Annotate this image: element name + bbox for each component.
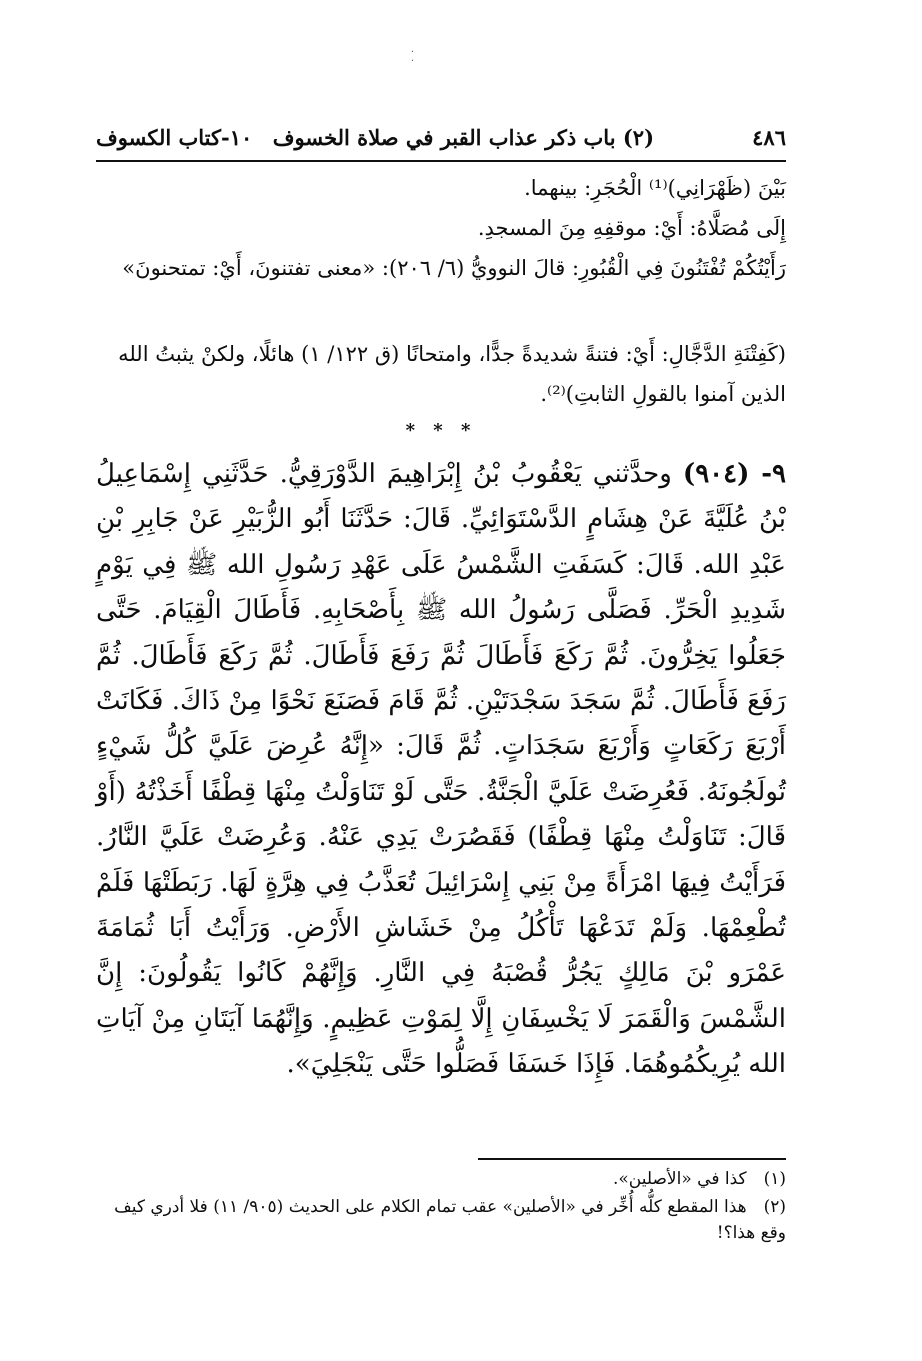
footnote-rule bbox=[478, 1158, 786, 1160]
page-number: ٤٨٦ bbox=[752, 125, 786, 150]
section-separator: * * * bbox=[405, 420, 477, 441]
footnote-text: كذا في «الأصلين». bbox=[612, 1169, 747, 1189]
footnote-number: (٢) bbox=[763, 1197, 786, 1217]
hadith-body: وحدَّثني يَعْقُوبُ بْنُ إِبْرَاهِيمَ الدَّوْرَقِيُّ. حَدَّثَنِي إِسْمَاعِيلُ بْنُ عُلَيَّةَ عَنْ هِشَامٍ الدَّسْتَوَائِيِّ. قَالَ: حَدَّثَنَا أَبُو الزُّبَيْرِ عَنْ جَابِرِ بْنِ عَبْدِ الله. قَالَ: كَسَفَتِ الشَّمْسُ عَلَى عَهْدِ رَسُولِ الله ﷺ فِي يَوْمٍ شَدِيدِ الْحَرِّ. فَصَلَّى رَسُولُ الله ﷺ بِأَصْحَابِهِ. فَأَطَالَ الْقِيَامَ. حَتَّى جَعَلُوا يَخِرُّونَ. ثُمَّ رَكَعَ فَأَطَالَ ثُمَّ رَفَعَ فَأَطَالَ. ثُمَّ رَكَعَ فَأَطَالَ. ثُمَّ رَفَعَ فَأَطَالَ. ثُمَّ سَجَدَ سَجْدَتَيْنِ. ثُمَّ قَامَ فَصَنَعَ نَحْوًا مِنْ ذَاكَ. فَكَانَتْ أَرْبَعَ رَكَعَاتٍ وَأَرْبَعَ سَجَدَاتٍ. ثُمَّ قَالَ: «إِنَّهُ عُرِضَ عَلَيَّ كُلُّ شَيْءٍ تُولَجُونَهُ. فَعُرِضَتْ عَلَيَّ الْجَنَّةُ. حَتَّى لَوْ تَنَاوَلْتُ مِنْهَا قِطْفًا أَخَذْتُهُ (أَوْ قَالَ: تَنَاوَلْتُ مِنْهَا قِطْفًا) فَقَصُرَتْ يَدِي عَنْهُ. وَعُرِضَتْ عَلَيَّ النَّارُ. فَرَأَيْتُ فِيهَا امْرَأَةً مِنْ بَنِي إِسْرَائِيلَ تُعَذَّبُ فِي هِرَّةٍ لَهَا. رَبَطَتْهَا فَلَمْ تُطْعِمْهَا. وَلَمْ تَدَعْهَا تَأْكُلُ مِنْ خَشَاشِ الأَرْضِ. وَرَأَيْتُ أَبَا ثُمَامَةَ عَمْرَو بْنَ مَالِكٍ يَجُرُّ قُصْبَهُ فِي النَّارِ. وَإِنَّهُمْ كَانُوا يَقُولُونَ: إِنَّ الشَّمْسَ وَالْقَمَرَ لَا يَخْسِفَانِ إِلَّا لِمَوْتِ عَظِيمٍ. وَإِنَّهُمَا آيَتَانِ مِنْ آيَاتِ الله يُرِيكُمُوهُمَا. فَإِذَا خَسَفَا فَصَلُّوا حَتَّى يَنْجَلِيَ». bbox=[96, 459, 786, 1080]
hadith-number: ٩- (٩٠٤) bbox=[682, 459, 786, 489]
hadith-text bbox=[96, 452, 786, 1088]
running-header bbox=[96, 118, 786, 158]
chapter-title: (٢) باب ذكر عذاب القبر في صلاة الخسوف bbox=[272, 125, 654, 150]
header-rule bbox=[96, 160, 786, 162]
gloss-line: بَيْنَ (ظَهْرَانِي)⁽¹⁾ الْحُجَرِ: بينهما. bbox=[524, 176, 786, 200]
footnote bbox=[96, 1194, 786, 1246]
scan-dot-mark: · · bbox=[410, 47, 414, 67]
footnote-text: هذا المقطع كلُّه أُخِّر في «الأصلين» عقب تمام الكلام على الحديث (٩٠٥/ ١١) فلا أدري كيف وقع هذا؟! bbox=[114, 1197, 786, 1243]
book-title: ١٠-كتاب الكسوف bbox=[96, 125, 253, 150]
footnote-number: (١) bbox=[763, 1169, 786, 1189]
gloss-block-2 bbox=[96, 334, 786, 414]
gloss-block-1 bbox=[96, 168, 786, 288]
gloss-line: (كَفِتْنَةِ الدَّجَّالِ: أَيْ: فتنةً شديدةً جدًّا، وامتحانًا (ق ١٢٢/ ١) هائلًا، ولكنْ يثبتُ الله الذين آمنوا بالقولِ الثابتِ)⁽²⁾. bbox=[118, 342, 786, 406]
footnotes bbox=[96, 1166, 786, 1248]
gloss-line: إِلَى مُصَلَّاهُ: أَيْ: موقفِهِ مِنَ المسجدِ. bbox=[477, 216, 786, 240]
footnote bbox=[96, 1166, 786, 1192]
gloss-line: رَأَيْتُكُمْ تُفْتَنُونَ فِي الْقُبُورِ: قالَ النوويُّ (٦/ ٢٠٦): «معنى تفتنونَ، أَيْ: تمتحنونَ» bbox=[122, 256, 786, 280]
